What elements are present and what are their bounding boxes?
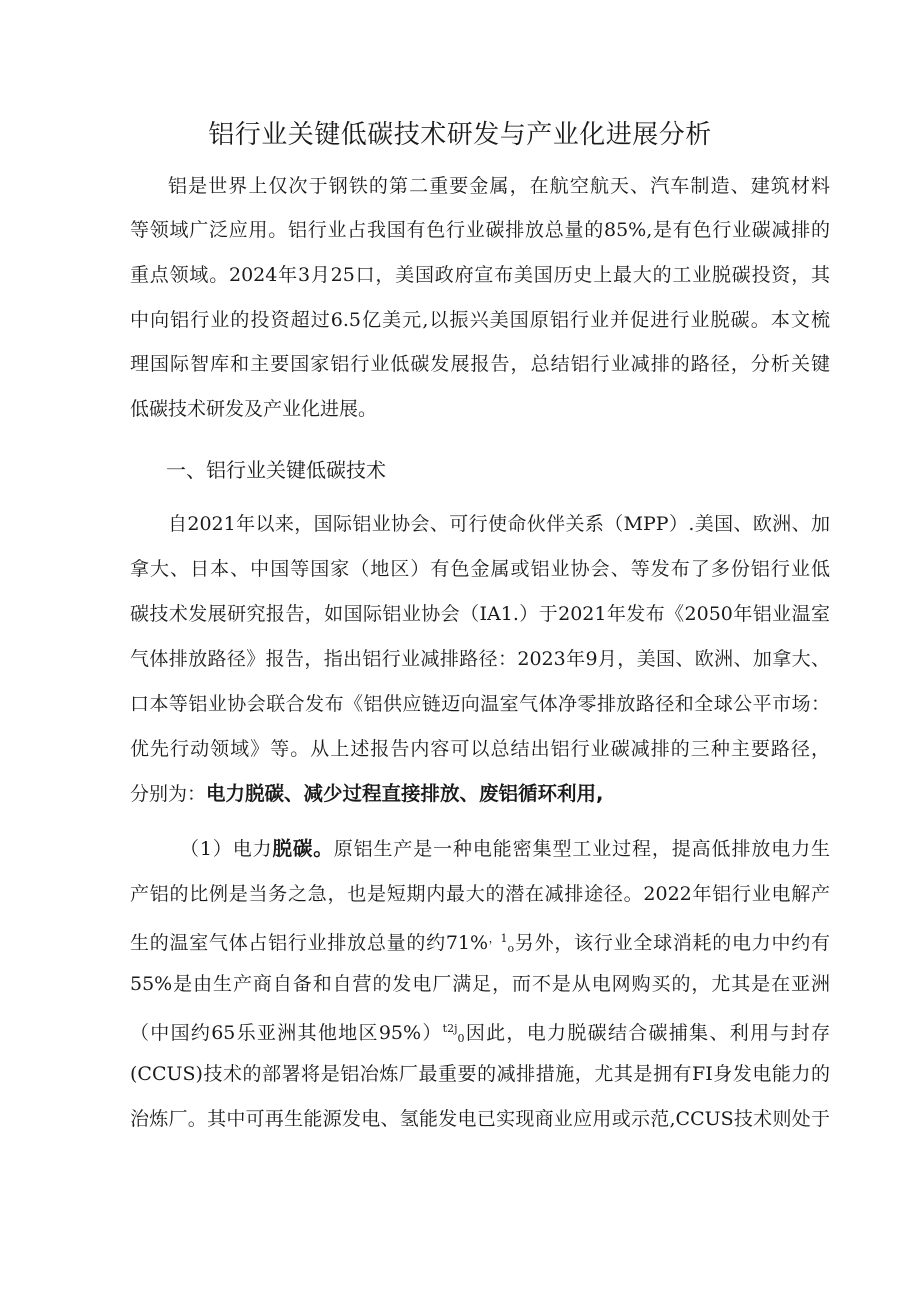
paragraph-line: 气体排放路径》报告，指出铝行业减排路径：2023年9月，美国、欧洲、加拿大、: [130, 648, 830, 670]
paragraph-line: 铝是世界上仅次于钢铁的第二重要金属，在航空航天、汽车制造、建筑材料: [168, 175, 830, 197]
paragraph-line: 中向铝行业的投资超过6.5亿美元,以振兴美国原铝行业并促进行业脱碳。本文梳: [130, 309, 830, 331]
paragraph-line: (CCUS)技术的部署将是铝冶炼厂最重要的减排措施，尤其是拥有FI身发电能力的: [130, 1063, 830, 1085]
paragraph-line: 口本等铝业协会联合发布《铝供应链迈向温室气体净零排放路径和全球公平市场：: [130, 693, 830, 715]
paragraph-line: 生的温室气体占铝行业排放总量的约71%$^{,1}_o$另外，该行业全球消耗的电力中约有: [130, 932, 830, 955]
paragraph-line: 等领域广泛应用。铝行业占我国有色行业碳排放总量的85%,是有色行业碳减排的: [130, 219, 830, 241]
citation-mark: 0: [457, 1032, 465, 1045]
paragraph-line: （中国约65乐亚洲其他地区95%）$^{t2j}_0$因此，电力脱碳结合碳捕集、利用与封存: [130, 1022, 830, 1045]
emphasized-paths: 电力脱碳、减少过程直接排放、废铝循环利用,: [206, 782, 604, 805]
paragraph-line: 低碳技术研发及产业化进展。: [130, 398, 378, 420]
paragraph-line: 分别为：电力脱碳、减少过程直接排放、废铝循环利用,: [130, 782, 604, 805]
citation-mark: ，1: [488, 932, 508, 945]
paragraph-line: 产铝的比例是当务之急，也是短期内最大的潜在减排途径。2022年铝行业电解产: [130, 883, 830, 905]
citation-mark: t2j: [442, 1022, 458, 1035]
paragraph-line: （1）电力脱碳。原铝生产是一种电能密集型工业过程，提高低排放电力生: [180, 837, 830, 860]
section-heading: 一、铝行业关键低碳技术: [166, 458, 386, 482]
paragraph-line: 优先行动领域》等。从上述报告内容可以总结出铝行业碳减排的三种主要路径，: [130, 738, 830, 760]
paragraph-line: 理国际智库和主要国家铝行业低碳发展报告，总结铝行业减排的路径，分析关键: [130, 353, 830, 375]
paragraph-line: 拿大、日本、中国等国家（地区）有色金属或铝业协会、等发布了多份铝行业低: [130, 558, 830, 580]
paragraph-line: 自2021年以来，国际铝业协会、可行使命伙伴关系（MPP）.美国、欧洲、加: [168, 513, 830, 535]
paragraph-line: 55%是由生产商自备和自营的发电厂满足，而不是从电网购买的，尤其是在亚洲: [130, 973, 830, 995]
paragraph-line: 治炼厂。其中可再生能源发电、氢能发电已实现商业应用或示范,CCUS技术则处于: [130, 1108, 830, 1130]
document-title: 铝行业关键低碳技术研发与产业化进展分析: [208, 120, 712, 150]
citation-mark: o: [507, 942, 515, 955]
paragraph-line: 碳技术发展研究报告，如国际铝业协会（IA1.）于2021年发布《2050年铝业温室: [130, 603, 830, 625]
paragraph-line: 重点领域。2024年3月25口，美国政府宣布美国历史上最大的工业脱碳投资，其: [130, 264, 830, 286]
emphasized-term: 脱碳。: [272, 837, 334, 860]
